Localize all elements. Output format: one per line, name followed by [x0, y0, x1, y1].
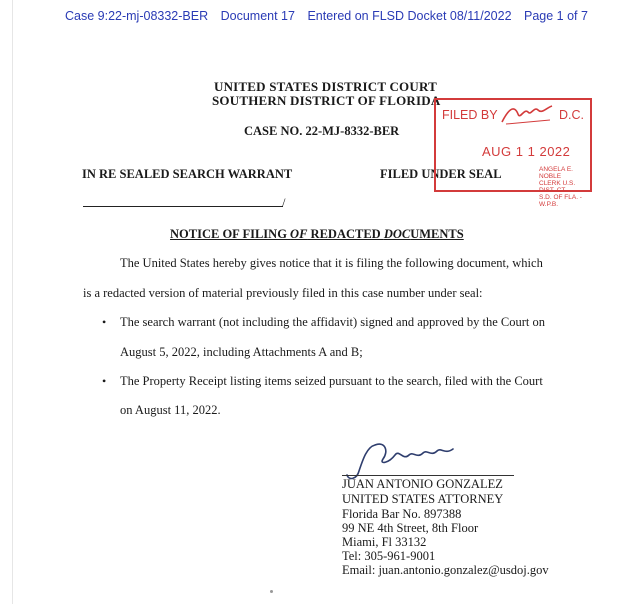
signer-email: Email: juan.antonio.gonzalez@usdoj.gov — [342, 563, 549, 577]
court-name-line1: UNITED STATES DISTRICT COURT — [214, 79, 437, 94]
signer-bar-number: Florida Bar No. 897388 — [342, 507, 462, 521]
stamp-clerk — [539, 166, 590, 208]
signer-address-2: Miami, Fl 33132 — [342, 535, 427, 549]
stamp-clerk-line2: CLERK U.S. DIST. CT. — [539, 180, 576, 194]
page-edge — [12, 0, 13, 604]
caption-slash: / — [282, 196, 286, 210]
page-mark — [270, 590, 273, 593]
signer-title: UNITED STATES ATTORNEY — [342, 492, 504, 506]
notice-title — [170, 227, 464, 242]
signer-phone: Tel: 305-961-9001 — [342, 549, 436, 563]
notice-title-part3: REDACTED — [307, 227, 384, 241]
stamp-date: AUG 1 1 2022 — [482, 144, 571, 159]
header-document: Document 17 — [220, 9, 295, 23]
bullet-2-line1: The Property Receipt listing items seized pursuant to the search, filed with the Court — [120, 374, 543, 388]
docket-header — [65, 9, 597, 23]
stamp-dc: D.C. — [559, 108, 584, 122]
bullet-dot-icon: • — [102, 374, 107, 388]
notice-title-part1: NOTICE OF FILING — [170, 227, 291, 241]
bullet-dot-icon: • — [102, 315, 107, 329]
signature-line — [342, 475, 514, 476]
notice-paragraph-line2: is a redacted version of material previously filed in this case number under seal: — [83, 286, 483, 300]
notice-title-part2: OF — [290, 227, 308, 241]
caption-left: IN RE SEALED SEARCH WARRANT — [82, 167, 293, 181]
caption-underline — [83, 206, 283, 207]
stamp-initials-icon — [498, 100, 558, 128]
stamp-filed-by: FILED BY — [442, 108, 498, 122]
court-name-line2: SOUTHERN DISTRICT OF FLORIDA — [212, 93, 441, 108]
stamp-clerk-line3: S.D. OF FLA. - W.P.B. — [539, 194, 582, 208]
notice-title-part4: DOC — [383, 227, 411, 241]
header-docket: Entered on FLSD Docket 08/11/2022 — [307, 9, 512, 23]
notice-title-part5: UMENTS — [410, 227, 464, 241]
case-number: CASE NO. 22-MJ-8332-BER — [244, 124, 400, 138]
header-case: Case 9:22-mj-08332-BER — [65, 9, 209, 23]
bullet-1-line2: August 5, 2022, including Attachments A and B; — [120, 345, 363, 359]
header-page: Page 1 of 7 — [524, 9, 588, 23]
bullet-1-line1: The search warrant (not including the affidavit) signed and approved by the Court on — [120, 315, 545, 329]
stamp-clerk-line1: ANGELA E. NOBLE — [539, 166, 573, 180]
filed-stamp — [434, 98, 592, 208]
notice-paragraph-line1: The United States hereby gives notice that it is filing the following document, which — [120, 256, 543, 270]
signer-name: JUAN ANTONIO GONZALEZ — [342, 477, 503, 491]
caption-right: FILED UNDER SEAL — [380, 167, 502, 181]
signer-address-1: 99 NE 4th Street, 8th Floor — [342, 521, 479, 535]
bullet-2-line2: on August 11, 2022. — [120, 403, 221, 417]
